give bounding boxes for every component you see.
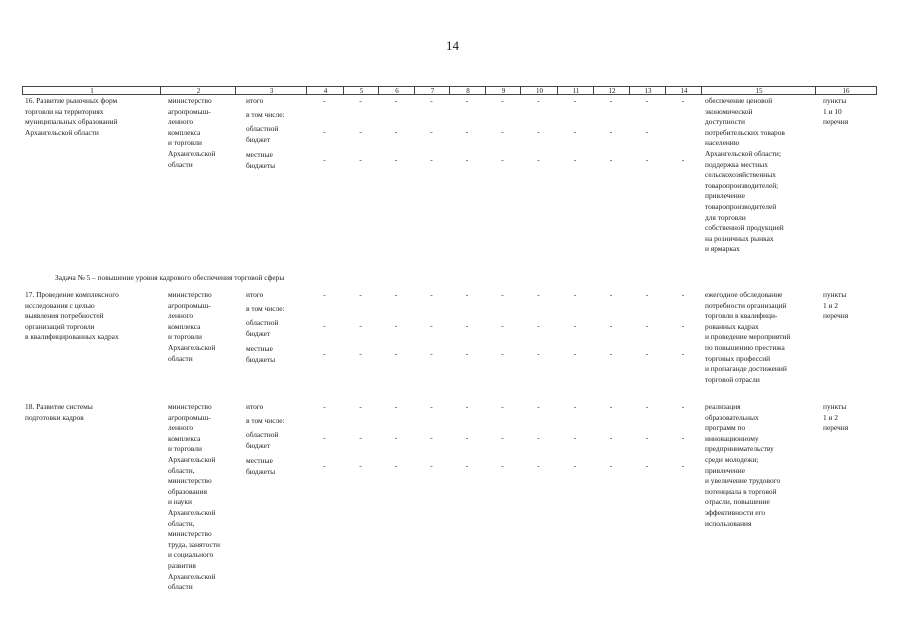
expected-result: ежегодное обследование потребности организаций торговли в квалифици- рованных кадрах и проведение мероприятий по повышению престижа торговых профессий и пропаганде достижений торговой отрасли: [705, 290, 791, 384]
empty-value-dash: -: [501, 155, 504, 164]
header-cell-6: 6: [378, 86, 415, 95]
empty-value-dash: -: [537, 321, 540, 330]
header-cell-2: 2: [160, 86, 236, 95]
empty-value-dash: -: [323, 127, 326, 136]
header-cell-8: 8: [449, 86, 486, 95]
page-number: 14: [446, 38, 459, 53]
empty-value-dash: -: [323, 433, 326, 442]
empty-value-dash: -: [573, 461, 577, 470]
empty-value-dash: -: [573, 155, 577, 164]
executor: министерство агропромыш- ленного комплекса и торговли Архангельской области: [168, 290, 216, 363]
header-cell-13: 13: [629, 86, 666, 95]
funding-source: областной бюджет: [246, 430, 279, 450]
header-cell-7: 7: [414, 86, 450, 95]
funding-source: итого: [246, 96, 264, 105]
empty-value-dash: -: [465, 155, 469, 164]
empty-value-dash: -: [394, 433, 398, 442]
empty-value-dash: -: [359, 349, 362, 358]
empty-value-dash: -: [645, 321, 649, 330]
expected-result: обеспечение ценовой экономической доступности потребительских товаров населению Архангельской области; поддержка местных сельскохозяйственных товаропроизводителей; привлечение товаропроизводителей для торговли собственной продукцией на розничных рынках и ярмарках: [705, 96, 785, 254]
empty-value-dash: -: [681, 349, 685, 358]
funding-source: местные бюджеты: [246, 150, 276, 170]
expected-result: реализация образовательных программ по инновационному предпринимательству среди молодежи; привлечение и увеличение трудового потенциала в торговой отрасли, повышение эффективности его использования: [705, 402, 781, 528]
empty-value-dash: -: [609, 321, 613, 330]
header-cell-9: 9: [485, 86, 521, 95]
empty-value-dash: -: [609, 349, 613, 358]
funding-source: в том числе:: [246, 416, 285, 425]
measure-name: 17. Проведение комплексного исследования с целью выявления потребностей организаций торговли в квалифицированных кадрах: [25, 290, 119, 342]
header-cell-3: 3: [235, 86, 307, 95]
empty-value-dash: -: [501, 433, 504, 442]
empty-value-dash: -: [645, 96, 649, 105]
empty-value-dash: -: [501, 402, 504, 411]
funding-source: местные бюджеты: [246, 456, 276, 476]
empty-value-dash: -: [681, 402, 685, 411]
empty-value-dash: -: [645, 127, 649, 136]
funding-source: в том числе:: [246, 110, 285, 119]
empty-value-dash: -: [430, 96, 433, 105]
funding-source: областной бюджет: [246, 124, 279, 144]
empty-value-dash: -: [609, 127, 613, 136]
empty-value-dash: -: [465, 402, 469, 411]
funding-source: областной бюджет: [246, 318, 279, 338]
header-cell-12: 12: [593, 86, 630, 95]
header-cell-11: 11: [557, 86, 594, 95]
empty-value-dash: -: [359, 433, 362, 442]
empty-value-dash: -: [501, 127, 504, 136]
empty-value-dash: -: [394, 127, 398, 136]
header-cell-5: 5: [343, 86, 379, 95]
empty-value-dash: -: [681, 321, 685, 330]
empty-value-dash: -: [465, 321, 469, 330]
empty-value-dash: -: [573, 321, 577, 330]
funding-source: итого: [246, 290, 264, 299]
empty-value-dash: -: [645, 402, 649, 411]
empty-value-dash: -: [501, 321, 504, 330]
measure-name: 16. Развитие рыночных форм торговли на территориях муниципальных образований Архангельской области: [25, 96, 118, 137]
measure-name: 18. Развитие системы подготовки кадров: [25, 402, 93, 422]
empty-value-dash: -: [501, 290, 504, 299]
empty-value-dash: -: [537, 349, 540, 358]
empty-value-dash: -: [394, 461, 398, 470]
empty-value-dash: -: [609, 290, 613, 299]
empty-value-dash: -: [359, 321, 362, 330]
empty-value-dash: -: [323, 155, 326, 164]
empty-value-dash: -: [609, 155, 613, 164]
empty-value-dash: -: [645, 290, 649, 299]
empty-value-dash: -: [394, 349, 398, 358]
empty-value-dash: -: [465, 96, 469, 105]
empty-value-dash: -: [681, 96, 685, 105]
empty-value-dash: -: [645, 461, 649, 470]
table-header-row: [0, 86, 905, 96]
empty-value-dash: -: [681, 155, 685, 164]
empty-value-dash: -: [359, 127, 362, 136]
empty-value-dash: -: [681, 290, 685, 299]
header-cell-14: 14: [665, 86, 702, 95]
empty-value-dash: -: [573, 349, 577, 358]
empty-value-dash: -: [537, 402, 540, 411]
empty-value-dash: -: [323, 402, 326, 411]
empty-value-dash: -: [359, 402, 362, 411]
empty-value-dash: -: [573, 290, 577, 299]
empty-value-dash: -: [359, 96, 362, 105]
empty-value-dash: -: [430, 321, 433, 330]
empty-value-dash: -: [430, 349, 433, 358]
empty-value-dash: -: [394, 290, 398, 299]
empty-value-dash: -: [609, 96, 613, 105]
empty-value-dash: -: [394, 155, 398, 164]
empty-value-dash: -: [465, 127, 469, 136]
empty-value-dash: -: [573, 402, 577, 411]
empty-value-dash: -: [645, 349, 649, 358]
empty-value-dash: -: [573, 127, 577, 136]
empty-value-dash: -: [537, 96, 540, 105]
empty-value-dash: -: [501, 461, 504, 470]
empty-value-dash: -: [609, 461, 613, 470]
empty-value-dash: -: [681, 461, 685, 470]
empty-value-dash: -: [537, 433, 540, 442]
empty-value-dash: -: [394, 321, 398, 330]
empty-value-dash: -: [573, 433, 577, 442]
task-5-heading: Задача № 5 – повышение уровня кадрового обеспечения торговой сферы: [55, 273, 285, 282]
header-cell-16: 16: [815, 86, 877, 95]
empty-value-dash: -: [394, 96, 398, 105]
funding-source: местные бюджеты: [246, 344, 276, 364]
header-cell-4: 4: [306, 86, 344, 95]
executor: министерство агропромыш- ленного комплекса и торговли Архангельской области: [168, 96, 216, 169]
empty-value-dash: -: [323, 290, 326, 299]
indicator-link: пункты 1 и 2 перечня: [823, 402, 849, 433]
empty-value-dash: -: [359, 155, 362, 164]
empty-value-dash: -: [323, 96, 326, 105]
empty-value-dash: -: [501, 96, 504, 105]
empty-value-dash: -: [645, 155, 649, 164]
empty-value-dash: -: [537, 461, 540, 470]
empty-value-dash: -: [430, 402, 433, 411]
header-cell-10: 10: [520, 86, 558, 95]
header-cell-1: 1: [22, 86, 161, 95]
empty-value-dash: -: [645, 433, 649, 442]
empty-value-dash: -: [609, 402, 613, 411]
empty-value-dash: -: [430, 127, 433, 136]
indicator-link: пункты 1 и 10 перечня: [823, 96, 849, 127]
empty-value-dash: -: [359, 290, 362, 299]
empty-value-dash: -: [323, 349, 326, 358]
empty-value-dash: -: [609, 433, 613, 442]
empty-value-dash: -: [465, 349, 469, 358]
empty-value-dash: -: [394, 402, 398, 411]
empty-value-dash: -: [537, 127, 540, 136]
executor: министерство агропромыш- ленного комплекса и торговли Архангельской области, министерство образования и науки Архангельской области, министерство труда, занятости и социального развития Архангельской области: [168, 402, 220, 592]
empty-value-dash: -: [323, 461, 326, 470]
funding-source: в том числе:: [246, 304, 285, 313]
empty-value-dash: -: [430, 155, 433, 164]
empty-value-dash: -: [430, 433, 433, 442]
indicator-link: пункты 1 и 2 перечня: [823, 290, 849, 321]
empty-value-dash: -: [537, 290, 540, 299]
empty-value-dash: -: [537, 155, 540, 164]
empty-value-dash: -: [465, 461, 469, 470]
empty-value-dash: -: [681, 433, 685, 442]
empty-value-dash: -: [323, 321, 326, 330]
empty-value-dash: -: [359, 461, 362, 470]
funding-source: итого: [246, 402, 264, 411]
empty-value-dash: -: [465, 290, 469, 299]
empty-value-dash: -: [430, 461, 433, 470]
empty-value-dash: -: [465, 433, 469, 442]
empty-value-dash: -: [573, 96, 577, 105]
empty-value-dash: -: [501, 349, 504, 358]
header-cell-15: 15: [701, 86, 816, 95]
empty-value-dash: -: [430, 290, 433, 299]
